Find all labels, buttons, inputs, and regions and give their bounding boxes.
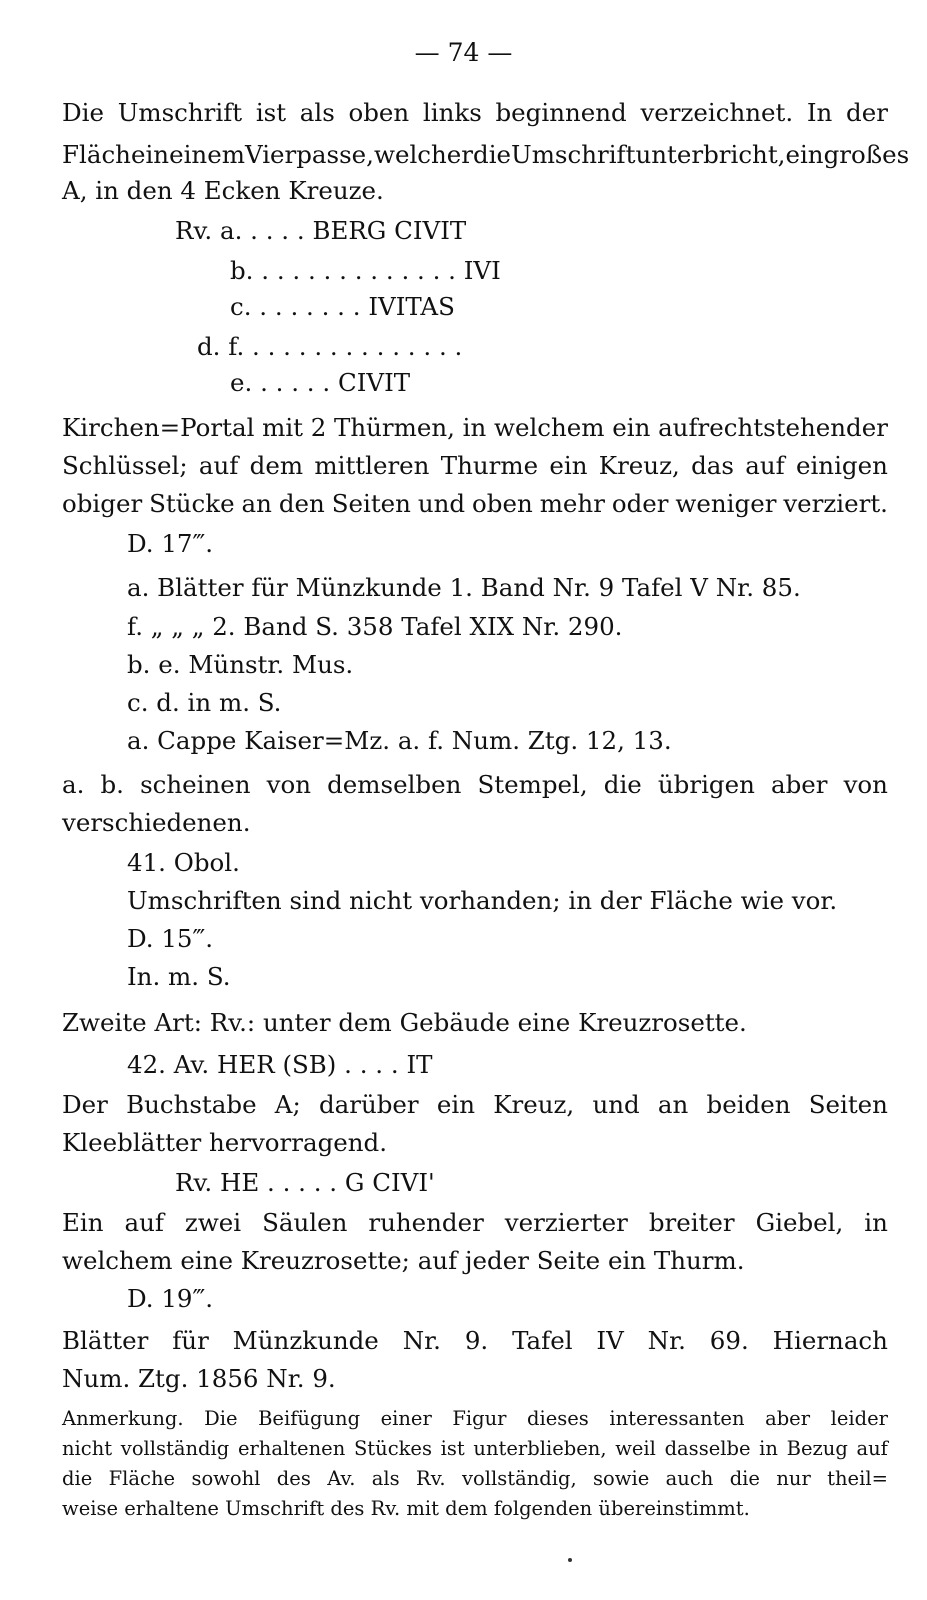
reference-line: a. Blätter für Münzkunde 1. Band Nr. 9 Tafel V Nr. 85. <box>127 573 801 602</box>
word: IV <box>596 1326 624 1355</box>
word: mehr <box>539 489 605 518</box>
word: für <box>172 1326 209 1355</box>
word: Anmerkung. <box>62 1407 184 1430</box>
word: Die <box>204 1407 238 1430</box>
word: Umschrift <box>117 98 243 127</box>
legend-variant-b: b. . . . . . . . . . . . . . IVI <box>230 256 501 285</box>
text-line: welchem eine Kreuzrosette; auf jeder Seite ein Thurm. <box>62 1246 745 1275</box>
word: Umschrift <box>511 140 636 169</box>
word: 2 <box>310 413 327 442</box>
word: welcher <box>373 140 474 169</box>
word: in <box>145 140 170 169</box>
reference-line: f. „ „ „ 2. Band S. 358 Tafel XIX Nr. 290. <box>127 612 623 641</box>
word: großes <box>823 140 910 169</box>
page-number: — 74 — <box>414 38 513 67</box>
text-line <box>62 98 888 128</box>
diameter-line: D. 19‴. <box>127 1284 214 1313</box>
word: auf <box>856 1437 888 1460</box>
word: auf <box>124 1208 164 1237</box>
word: breiter <box>648 1208 735 1237</box>
word: einigen <box>795 451 888 480</box>
word: sowohl <box>191 1467 261 1490</box>
reference-line: b. e. Münstr. Mus. <box>127 650 354 679</box>
reverse-legend: Rv. HE . . . . . G CIVI' <box>175 1168 435 1197</box>
word: ist <box>255 98 287 127</box>
word: Vierpasse, <box>244 140 374 169</box>
word: Schlüssel; <box>62 451 188 480</box>
text-line <box>62 1326 888 1356</box>
footnote-line <box>62 1436 888 1462</box>
word: unterblieben, <box>473 1437 607 1460</box>
word: Thürmen, <box>334 413 455 442</box>
word: und <box>592 1090 640 1119</box>
text-line: A, in den 4 Ecken Kreuze. <box>62 176 384 205</box>
text-line: Umschriften sind nicht vorhanden; in der Fläche wie vor. <box>127 886 838 915</box>
word: b. <box>100 770 124 799</box>
word: nicht <box>62 1437 113 1460</box>
word: aber <box>765 1407 811 1430</box>
word: Die <box>62 98 104 127</box>
word: von <box>266 770 312 799</box>
word: Fläche <box>108 1467 176 1490</box>
reference-line: a. Cappe Kaiser=Mz. a. f. Num. Ztg. 12, 13. <box>127 726 672 755</box>
word: das <box>691 451 734 480</box>
word: demselben <box>327 770 462 799</box>
diameter-line: D. 17‴. <box>127 529 214 558</box>
text-line <box>62 413 888 443</box>
legend-variant-df: d. f. . . . . . . . . . . . . . . <box>197 332 463 361</box>
word: oder <box>611 489 669 518</box>
word: dieses <box>527 1407 589 1430</box>
word: erhaltenen <box>237 1437 346 1460</box>
word: Der <box>62 1090 108 1119</box>
legend-variant-c: c. . . . . . . . IVITAS <box>230 292 455 321</box>
word: oben <box>348 98 410 127</box>
word: Säulen <box>262 1208 348 1237</box>
word: Tafel <box>512 1326 573 1355</box>
word: ruhender <box>368 1208 484 1237</box>
word: Rv. <box>416 1467 446 1490</box>
word: den <box>278 489 325 518</box>
word: übrigen <box>657 770 755 799</box>
word: Stempel, <box>477 770 588 799</box>
word: In <box>806 98 833 127</box>
text-line: Num. Ztg. 1856 Nr. 9. <box>62 1364 336 1393</box>
text-line <box>62 140 910 170</box>
word: beiden <box>706 1090 791 1119</box>
word: an <box>241 489 272 518</box>
word: oben <box>472 489 533 518</box>
word: Stückes <box>353 1437 432 1460</box>
word: links <box>422 98 482 127</box>
word: Fläche <box>62 140 146 169</box>
word: dasselbe <box>664 1437 751 1460</box>
word: von <box>843 770 888 799</box>
text-line: verschiedenen. <box>62 808 251 837</box>
word: Ein <box>62 1208 104 1237</box>
word: die <box>603 770 642 799</box>
word: der <box>846 98 888 127</box>
reference-line: c. d. in m. S. <box>127 688 282 717</box>
word: ein <box>436 1090 475 1119</box>
diameter-line: D. 15‴. <box>127 924 214 953</box>
word: Seiten <box>808 1090 888 1119</box>
footnote-line <box>62 1466 888 1492</box>
word: in <box>462 413 487 442</box>
word: Buchstabe <box>126 1090 257 1119</box>
reference-line: In. m. S. <box>127 962 231 991</box>
word: auf <box>198 451 239 480</box>
word: Nr. <box>647 1326 686 1355</box>
word: unterbricht, <box>635 140 786 169</box>
text-line <box>62 489 888 519</box>
word: Kirchen=Portal <box>62 413 255 442</box>
word: Nr. <box>402 1326 441 1355</box>
word: aber <box>770 770 828 799</box>
word: die <box>729 1467 760 1490</box>
word: weniger <box>675 489 777 518</box>
word: verziert. <box>783 489 888 518</box>
text-line <box>62 1208 888 1238</box>
word: aufrechtstehender <box>658 413 888 442</box>
word: 69. <box>709 1326 749 1355</box>
word: in <box>759 1437 778 1460</box>
text-line <box>62 1090 888 1120</box>
word: einem <box>169 140 245 169</box>
word: Av. <box>327 1467 356 1490</box>
word: Münzkunde <box>232 1326 379 1355</box>
word: Thurme <box>440 451 539 480</box>
coin-heading: 42. Av. HER (SB) . . . . IT <box>127 1050 433 1079</box>
word: vollständig <box>120 1437 230 1460</box>
word: ein <box>549 451 588 480</box>
word: mittleren <box>314 451 430 480</box>
word: interessanten <box>609 1407 745 1430</box>
word: obiger <box>62 489 143 518</box>
word: Giebel, <box>755 1208 844 1237</box>
word: vollständig, <box>462 1467 577 1490</box>
word: in <box>864 1208 888 1237</box>
word: Stücke <box>149 489 235 518</box>
word: theil= <box>827 1467 888 1490</box>
word: Figur <box>452 1407 507 1430</box>
word: die <box>62 1467 93 1490</box>
coin-heading: 41. Obol. <box>127 848 240 877</box>
word: weil <box>615 1437 656 1460</box>
word: einer <box>380 1407 432 1430</box>
word: Hiernach <box>772 1326 888 1355</box>
word: zwei <box>184 1208 242 1237</box>
footnote-line: weise erhaltene Umschrift des Rv. mit dem folgenden übereinstimmt. <box>62 1497 750 1520</box>
word: auch <box>665 1467 714 1490</box>
word: Blätter <box>62 1326 149 1355</box>
word: Bezug <box>786 1437 848 1460</box>
legend-variant-e: e. . . . . . CIVIT <box>230 368 411 397</box>
word: a. <box>62 770 85 799</box>
ink-dot <box>568 1558 572 1562</box>
text-line <box>62 770 888 800</box>
word: Kreuz, <box>493 1090 575 1119</box>
text-line: Kleeblätter hervorragend. <box>62 1128 387 1157</box>
word: Beifügung <box>258 1407 361 1430</box>
word: verzeichnet. <box>640 98 794 127</box>
word: und <box>417 489 466 518</box>
footnote-line <box>62 1406 888 1432</box>
word: verzierter <box>504 1208 628 1237</box>
legend-variant-a: Rv. a. . . . . BERG CIVIT <box>175 216 467 245</box>
word: beginnend <box>495 98 627 127</box>
word: ist <box>440 1437 465 1460</box>
word: mit <box>262 413 304 442</box>
text-line <box>62 451 888 481</box>
word: darüber <box>318 1090 419 1119</box>
word: leider <box>830 1407 888 1430</box>
word: A; <box>274 1090 301 1119</box>
word: ein <box>785 140 824 169</box>
word: Kreuz, <box>598 451 680 480</box>
word: die <box>473 140 512 169</box>
word: sowie <box>593 1467 650 1490</box>
word: des <box>276 1467 311 1490</box>
word: 9. <box>464 1326 489 1355</box>
word: Seiten <box>331 489 411 518</box>
word: ein <box>612 413 651 442</box>
word: auf <box>745 451 785 480</box>
section-line: Zweite Art: Rv.: unter dem Gebäude eine Kreuzrosette. <box>62 1008 747 1037</box>
word: scheinen <box>140 770 251 799</box>
word: nur <box>776 1467 811 1490</box>
word: an <box>657 1090 689 1119</box>
word: als <box>299 98 335 127</box>
word: als <box>371 1467 400 1490</box>
word: dem <box>249 451 304 480</box>
word: welchem <box>493 413 605 442</box>
